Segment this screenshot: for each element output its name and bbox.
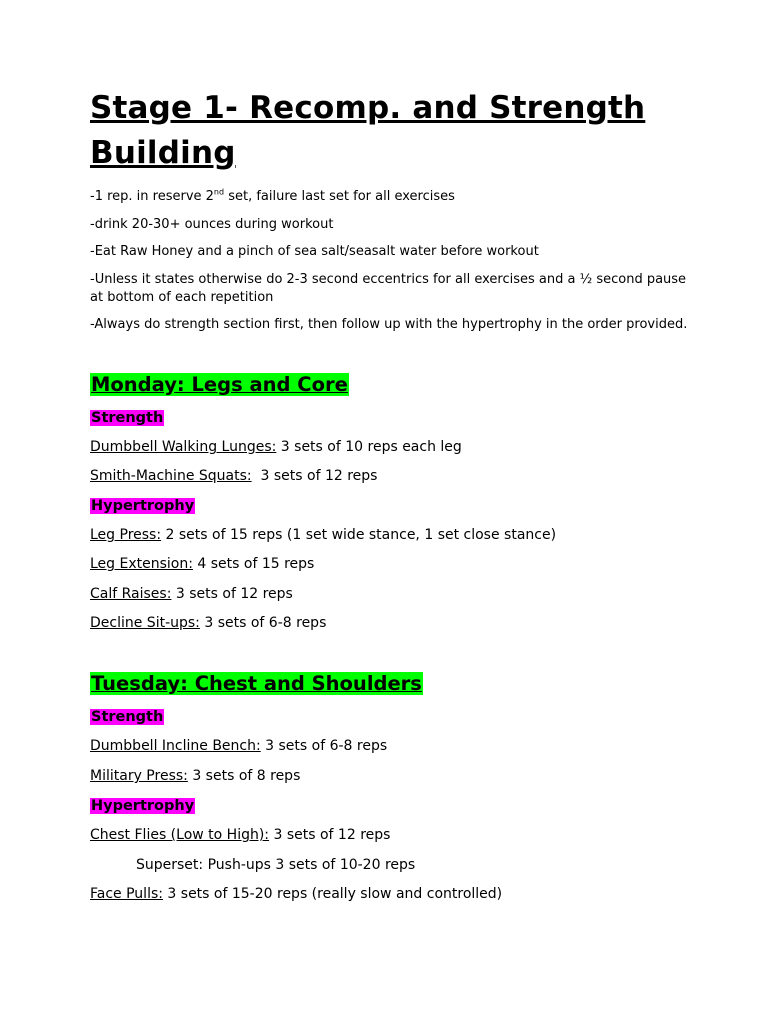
note-text: -1 rep. in reserve 2 [90, 189, 214, 204]
exercise-line [90, 437, 690, 457]
exercise-detail: 3 sets of 10 reps each leg [276, 439, 462, 455]
exercise-line [90, 525, 690, 545]
exercise-line [90, 554, 690, 574]
monday-strength-label [90, 407, 690, 429]
exercise-detail: 3 sets of 12 reps [269, 827, 391, 843]
exercise-name: Leg Extension: [90, 556, 193, 572]
note-hydration: -drink 20-30+ ounces during workout [90, 216, 334, 232]
exercise-detail: 2 sets of 15 reps (1 set wide stance, 1 set close stance) [161, 527, 557, 543]
note-superscript: nd [213, 187, 225, 197]
exercise-line [90, 884, 690, 904]
exercise-detail: 3 sets of 12 reps [251, 468, 378, 484]
tuesday-heading [90, 670, 690, 697]
section-label-text: Hypertrophy [91, 798, 195, 814]
superset-line: Superset: Push-ups 3 sets of 10-20 reps [136, 857, 416, 873]
exercise-detail: 3 sets of 15-20 reps (really slow and controlled) [162, 886, 503, 902]
exercise-detail: 4 sets of 15 reps [192, 556, 315, 572]
exercise-line [90, 613, 690, 633]
note-reps-in-reserve [90, 188, 690, 206]
exercise-line [90, 825, 690, 845]
exercise-name: Face Pulls: [90, 886, 163, 902]
monday-hypertrophy-label [90, 495, 690, 517]
exercise-line [90, 736, 690, 756]
exercise-line [90, 584, 690, 604]
tuesday-strength-label [90, 706, 690, 728]
document-content [90, 86, 690, 904]
note-order: -Always do strength section first, then follow up with the hypertrophy in the order provided. [90, 317, 688, 332]
exercise-line [90, 466, 690, 486]
exercise-line [90, 766, 690, 786]
section-label-text: Strength [91, 410, 164, 426]
tuesday-hypertrophy-label [90, 795, 690, 817]
exercise-name: Calf Raises: [90, 586, 172, 602]
section-label-text: Strength [91, 709, 164, 725]
exercise-name: Military Press: [90, 768, 188, 784]
exercise-name: Leg Press: [90, 527, 162, 543]
exercise-name: Chest Flies (Low to High): [90, 827, 270, 843]
exercise-name: Dumbbell Incline Bench: [90, 738, 261, 754]
note-eccentrics: -Unless it states otherwise do 2-3 second eccentrics for all exercises and a ½ second pause at bottom of each repetition [90, 271, 687, 305]
exercise-detail: 3 sets of 6-8 reps [199, 615, 327, 631]
exercise-detail: 3 sets of 6-8 reps [260, 738, 388, 754]
section-label-text: Hypertrophy [91, 498, 195, 514]
exercise-name: Dumbbell Walking Lunges: [90, 439, 277, 455]
monday-heading [90, 371, 690, 398]
monday-heading-text: Monday: Legs and Core [91, 373, 348, 396]
exercise-detail: 3 sets of 12 reps [171, 586, 293, 602]
exercise-detail: 3 sets of 8 reps [187, 768, 301, 784]
note-text: set, failure last set for all exercises [224, 189, 455, 204]
note-pre-workout: -Eat Raw Honey and a pinch of sea salt/seasalt water before workout [90, 244, 539, 259]
exercise-name: Decline Sit-ups: [90, 615, 200, 631]
exercise-name: Smith-Machine Squats: [90, 468, 252, 484]
tuesday-heading-text: Tuesday: Chest and Shoulders [91, 672, 422, 695]
page-title: Stage 1- Recomp. and Strength Building [90, 90, 646, 171]
